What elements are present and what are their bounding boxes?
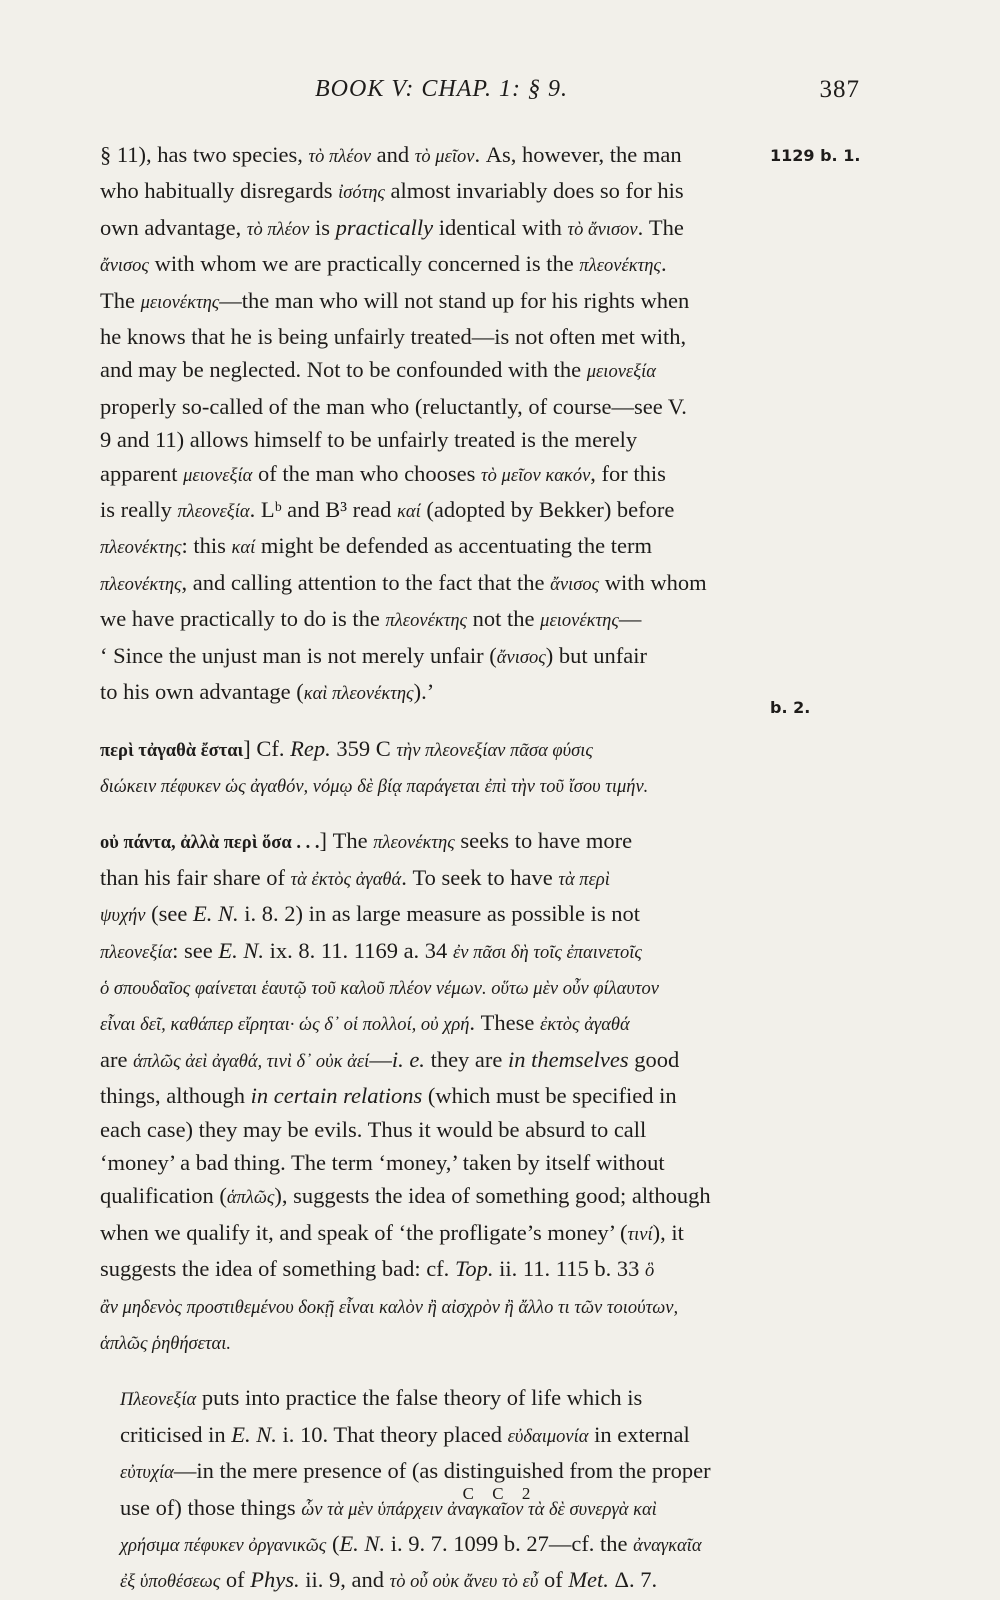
text-run: they are: [424, 1046, 509, 1072]
text-run: : see: [172, 937, 219, 963]
greek-text: χρήσιμα πέφυκεν ὀργανικῶς: [120, 1536, 327, 1557]
text-run: and may be neglected. Not to be confounded with the: [100, 357, 587, 383]
text-run: apparent: [100, 460, 184, 486]
text-run: i. 10. That theory placed: [276, 1421, 508, 1447]
italic-text: Rep.: [290, 735, 331, 761]
text-line: [100, 897, 860, 933]
greek-text: πλεονεξία: [100, 942, 173, 963]
paragraph: [100, 138, 860, 712]
greek-text: ἐξ ὑποθέσεως: [120, 1572, 221, 1593]
text-run: 359 C: [330, 735, 397, 761]
greek-text: Πλεονεξία: [120, 1390, 197, 1411]
greek-text: τὸ πλέον: [246, 219, 310, 240]
text-run: than his fair share of: [100, 864, 291, 890]
greek-text: πλεονεξία: [177, 502, 250, 523]
text-run: . The: [637, 214, 684, 240]
text-line: [100, 138, 860, 174]
text-run: . To seek to have: [401, 864, 559, 890]
margin-ref-b2: b. 2.: [770, 698, 811, 717]
text-line: [100, 1179, 860, 1215]
greek-text: μειονεξία: [586, 362, 656, 383]
text-run: we have practically to do is the: [100, 606, 386, 632]
text-run: ii. 11. 115 b. 33: [493, 1256, 645, 1282]
text-run: is really: [100, 497, 178, 523]
text-run: (see: [145, 901, 193, 927]
text-run: in external: [588, 1421, 690, 1447]
greek-text: πλεονέκτης: [385, 611, 468, 632]
greek-text: ἐκτὸς ἀγαθά: [540, 1015, 630, 1036]
italic-text: E. N.: [218, 937, 264, 963]
page-number: 387: [819, 76, 860, 103]
text-run: (which must be specified in: [422, 1083, 677, 1109]
greek-text: ὧν τὰ μὲν ὑπάρχειν ἀναγκαῖον τὰ δὲ συνεργὰ καὶ: [301, 1499, 657, 1520]
text-run: with whom: [599, 569, 707, 595]
text-run: , for this: [590, 460, 666, 486]
text-run: each case) they may be evils. Thus it would be absurd to call: [100, 1116, 647, 1142]
text-run: who habitually disregards: [100, 178, 339, 204]
text-run: is: [309, 214, 336, 240]
text-line: [100, 1527, 860, 1563]
text-run: i. 8. 2) in as large measure as possible is not: [238, 901, 641, 927]
greek-text: τὴν πλεονεξίαν πᾶσα φύσις: [396, 740, 593, 761]
text-run: own advantage,: [100, 214, 247, 240]
italic-text: Top.: [454, 1256, 494, 1282]
text-run: suggests the idea of something bad: cf.: [100, 1256, 455, 1282]
lemma: περὶ τἀγαθὰ ἔσται: [100, 740, 244, 761]
greek-text: τὸ ἄνισον: [567, 219, 638, 240]
text-run: —in the mere presence of (as distinguished from the proper: [173, 1458, 711, 1484]
text-run: with whom we are practically concerned is the: [148, 251, 580, 277]
greek-text: ἂν μηδενὸς προστιθεμένου δοκῇ εἶναι καλὸν ἢ αἰσχρὸν ἢ ἄλλο τι τῶν τοιούτων,: [100, 1297, 679, 1318]
text-run: qualification (: [100, 1183, 227, 1209]
text-line: [100, 970, 860, 1006]
text-run: ).’: [413, 679, 435, 705]
italic-text: Met.: [568, 1567, 609, 1593]
text-run: i. 9. 7. 1099 b. 27—cf. the: [385, 1531, 634, 1557]
greek-text: εὐδαιμονία: [507, 1426, 589, 1447]
paragraph: [100, 732, 860, 805]
text-line: [100, 1006, 860, 1042]
text-run: almost invariably does so for his: [384, 178, 684, 204]
text-run: —: [618, 606, 642, 632]
italic-text: E. N.: [193, 901, 239, 927]
greek-text: ἁπλῶς: [226, 1188, 275, 1209]
text-run: ) but unfair: [545, 642, 647, 668]
text-line: [100, 493, 860, 529]
italic-text: in themselves: [508, 1046, 629, 1072]
italic-text: practically: [335, 214, 434, 240]
text-run: seeks to have more: [454, 828, 633, 854]
text-line: [100, 1216, 860, 1252]
text-line: [100, 529, 860, 565]
greek-text: τὰ περὶ: [558, 869, 610, 890]
text-run: of: [538, 1567, 569, 1593]
greek-text: πλεονέκτης: [579, 256, 661, 277]
text-line: [100, 1563, 860, 1599]
text-line: [100, 423, 860, 456]
text-run: , and calling attention to the fact that the: [181, 569, 551, 595]
text-run: ii. 9, and: [299, 1567, 390, 1593]
margin-ref-1129b1: 1129 b. 1.: [770, 146, 861, 165]
text-run: to his own advantage (: [100, 679, 304, 705]
greek-text: τὸ μεῖον κακόν: [481, 465, 591, 486]
text-line: [100, 675, 860, 711]
text-run: good: [628, 1046, 680, 1072]
text-line: [100, 639, 860, 675]
text-line: [100, 211, 860, 247]
text-line: [100, 1289, 860, 1325]
text-run: ), suggests the idea of something good; although: [274, 1183, 711, 1209]
text-run: : this: [181, 533, 232, 559]
text-run: The: [100, 287, 141, 313]
text-run: not the: [467, 606, 541, 632]
greek-text: καί: [231, 538, 256, 559]
text-run: § 11), has two species,: [100, 142, 309, 167]
greek-text: μειονεξία: [183, 465, 253, 486]
greek-text: ψυχήν: [100, 906, 146, 927]
text-run: when we qualify it, and speak of ‘the profligate’s money’ (: [100, 1219, 628, 1245]
greek-text: τὸ μεῖον: [414, 147, 475, 167]
text-line: [100, 1252, 860, 1288]
text-line: [100, 1113, 860, 1146]
text-line: [100, 861, 860, 897]
greek-text: ἁπλῶς ῥηθήσεται.: [100, 1334, 232, 1354]
text-run: ), it: [652, 1219, 684, 1245]
text-run: (adopted by Bekker) before: [420, 497, 675, 523]
text-run: ] The: [319, 828, 374, 854]
text-line: [100, 566, 860, 602]
text-run: —: [369, 1046, 392, 1072]
greek-text: τὰ ἐκτὸς ἀγαθά: [290, 869, 402, 890]
text-run: ‘money’ a bad thing. The term ‘money,’ taken by itself without: [100, 1149, 665, 1175]
text-line: [100, 768, 860, 804]
greek-text: τὸ οὗ οὐκ ἄνευ τὸ εὖ: [389, 1572, 539, 1593]
greek-text: ἁπλῶς ἀεὶ ἀγαθά, τινὶ δ᾽ οὐκ ἀεί: [133, 1051, 370, 1072]
text-line: [100, 284, 860, 320]
greek-text: μειονέκτης: [140, 292, 220, 313]
italic-text: in certain relations: [250, 1083, 423, 1109]
text-line: [100, 457, 860, 493]
greek-text: εὐτυχία: [120, 1463, 174, 1484]
greek-text: καὶ πλεονέκτης: [303, 684, 414, 705]
text-line: [100, 353, 860, 389]
greek-text: μειονέκτης: [540, 611, 619, 632]
text-line: [100, 732, 860, 768]
greek-text: τινί: [627, 1224, 653, 1245]
text-line: [100, 320, 860, 353]
greek-text: ἀναγκαῖα: [633, 1536, 702, 1557]
text-line: [100, 1418, 860, 1454]
text-line: [100, 934, 860, 970]
italic-text: E. N.: [339, 1531, 386, 1557]
text-line: [100, 824, 860, 860]
greek-text: ἄνισος: [496, 647, 546, 668]
greek-text: ἐν πᾶσι δὴ τοῖς ἐπαινετοῖς: [452, 942, 642, 963]
text-run: of: [220, 1567, 251, 1593]
greek-text: εἶναι δεῖ, καθάπερ εἴρηται· ὡς δ᾽ οἱ πολλοί, οὐ χρή: [100, 1015, 470, 1036]
greek-text: ὁ σπουδαῖος φαίνεται ἑαυτῷ τοῦ καλοῦ πλέον νέμων. οὕτω μὲν οὖν φίλαυτον: [100, 978, 659, 999]
text-run: . As, however, the man: [474, 142, 682, 167]
greek-text: πλεονέκτης: [100, 538, 182, 559]
text-run: 9 and 11) allows himself to be unfairly treated is the merely: [100, 427, 638, 453]
text-run: puts into practice the false theory of life which is: [196, 1385, 643, 1411]
text-run: (: [326, 1531, 340, 1557]
italic-text: i. e.: [391, 1046, 425, 1072]
text-run: might be defended as accentuating the term: [255, 533, 652, 559]
text-run: . Lᵇ and B³ read: [249, 497, 398, 523]
text-line: [100, 1325, 860, 1361]
greek-text: καί: [397, 502, 421, 523]
greek-text: ἄνισος: [550, 574, 600, 595]
text-run: .: [660, 251, 667, 277]
text-run: . These: [469, 1010, 541, 1036]
text-run: Δ. 7.: [608, 1567, 658, 1593]
text-line: [100, 1079, 860, 1112]
text-run: ix. 8. 11. 1169 a. 34: [263, 937, 453, 963]
text-line: [100, 1381, 860, 1417]
text-line: [100, 247, 860, 283]
greek-text: πλεονέκτης: [100, 574, 182, 595]
signature-mark: C C 2: [462, 1484, 538, 1503]
greek-text: ἄνισος: [100, 256, 149, 277]
text-run: of the man who chooses: [252, 460, 482, 486]
text-run: criticised in: [120, 1421, 232, 1447]
greek-text: διώκειν πέφυκεν ὡς ἀγαθόν, νόμῳ δὲ βίᾳ παράγεται ἐπὶ τὴν τοῦ ἴσου τιμήν.: [100, 776, 649, 797]
text-run: use of) those things: [120, 1494, 302, 1520]
text-run: and: [371, 142, 415, 167]
italic-text: E. N.: [231, 1421, 277, 1447]
text-line: [100, 1146, 860, 1179]
text-line: [100, 174, 860, 210]
paragraph: [100, 824, 860, 1361]
lemma: οὐ πάντα, ἀλλὰ περὶ ὅσα . . .: [100, 833, 320, 854]
running-head: BOOK V: CHAP. 1: § 9.: [315, 76, 568, 102]
text-run: are: [100, 1046, 134, 1072]
greek-text: ἰσότης: [338, 183, 385, 204]
text-run: ] Cf.: [243, 735, 291, 761]
text-line: [100, 602, 860, 638]
commentary-body: [100, 138, 860, 1600]
text-line: [100, 390, 860, 423]
greek-text: πλεονέκτης: [373, 833, 455, 854]
text-run: ‘ Since the unjust man is not merely unfair (: [100, 642, 497, 668]
text-run: identical with: [433, 214, 568, 240]
text-line: [100, 1043, 860, 1079]
text-run: —the man who will not stand up for his rights when: [219, 287, 690, 313]
text-run: he knows that he is being unfairly treated—is not often met with,: [100, 324, 687, 350]
text-run: things, although: [100, 1083, 251, 1109]
italic-text: Phys.: [250, 1567, 300, 1593]
greek-text: τὸ πλέον: [308, 147, 372, 167]
greek-text: ὃ: [644, 1261, 655, 1282]
text-run: properly so-called of the man who (reluctantly, of course—see V.: [100, 393, 687, 419]
